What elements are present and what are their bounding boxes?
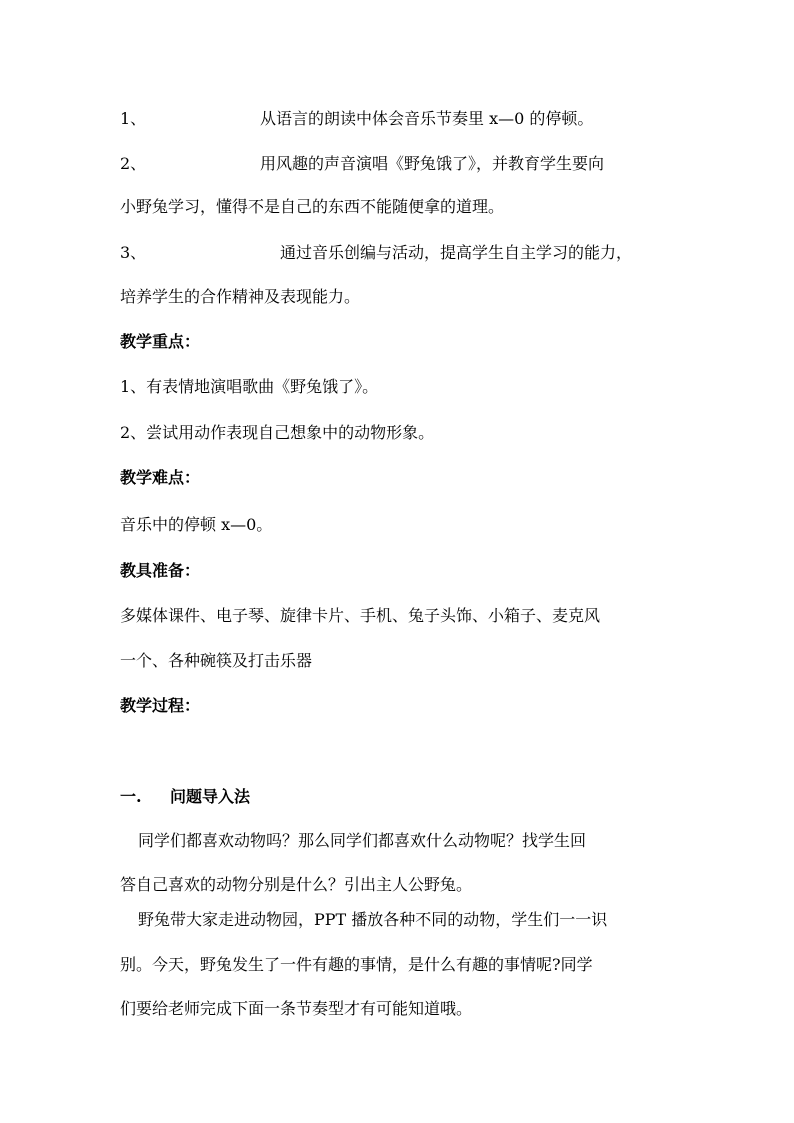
difficulty-text: 音乐中的停顿 x—0。	[120, 515, 273, 534]
materials-heading: 教具准备：	[120, 561, 201, 580]
key-points-heading: 教学重点：	[120, 332, 201, 351]
paragraph-1-line-2: 答自己喜欢的动物分别是什么？引出主人公野兔。	[120, 875, 473, 894]
materials-line-1: 多媒体课件、电子琴、旋律卡片、手机、兔子头饰、小箱子、麦克风	[120, 606, 601, 625]
process-heading: 教学过程：	[120, 696, 201, 715]
objective-1	[120, 107, 593, 131]
paragraph-2-line-3: 们要给老师完成下面一条节奏型才有可能知道哦。	[120, 999, 473, 1018]
objective-1-number: 1、	[120, 109, 147, 128]
key-point-item-2: 2、尝试用动作表现自己想象中的动物形象。	[120, 423, 435, 442]
materials-line-2: 一个、各种碗筷及打击乐器	[120, 651, 313, 670]
objective-3-text: 通过音乐创编与活动，提高学生自主学习的能力，	[280, 243, 633, 262]
objective-2	[120, 152, 604, 176]
paragraph-2-line-1: 野兔带大家走进动物园，PPT 播放各种不同的动物，学生们一一识	[138, 910, 608, 929]
objective-3	[120, 241, 632, 265]
objective-2-continuation: 小野兔学习，懂得不是自己的东西不能随便拿的道理。	[120, 197, 505, 216]
difficulty-heading: 教学难点：	[120, 468, 201, 487]
paragraph-1-line-1: 同学们都喜欢动物吗？那么同学们都喜欢什么动物呢？找学生回	[138, 831, 587, 850]
objective-2-text: 用风趣的声音演唱《野兔饿了》，并教育学生要向	[260, 154, 605, 173]
objective-3-number: 3、	[120, 243, 147, 262]
objective-2-number: 2、	[120, 154, 147, 173]
section-1-number: 一.	[120, 787, 142, 806]
objective-1-text: 从语言的朗读中体会音乐节奏里 x—0 的停顿。	[260, 109, 594, 128]
paragraph-2-line-2: 别。今天，野兔发生了一件有趣的事情，是什么有趣的事情呢?同学	[120, 955, 593, 974]
key-point-item-1: 1、有表情地演唱歌曲《野兔饿了》。	[120, 377, 379, 396]
section-1-title: 问题导入法	[170, 787, 251, 806]
section-1-heading	[120, 785, 250, 809]
objective-3-continuation: 培养学生的合作精神及表现能力。	[120, 287, 361, 306]
